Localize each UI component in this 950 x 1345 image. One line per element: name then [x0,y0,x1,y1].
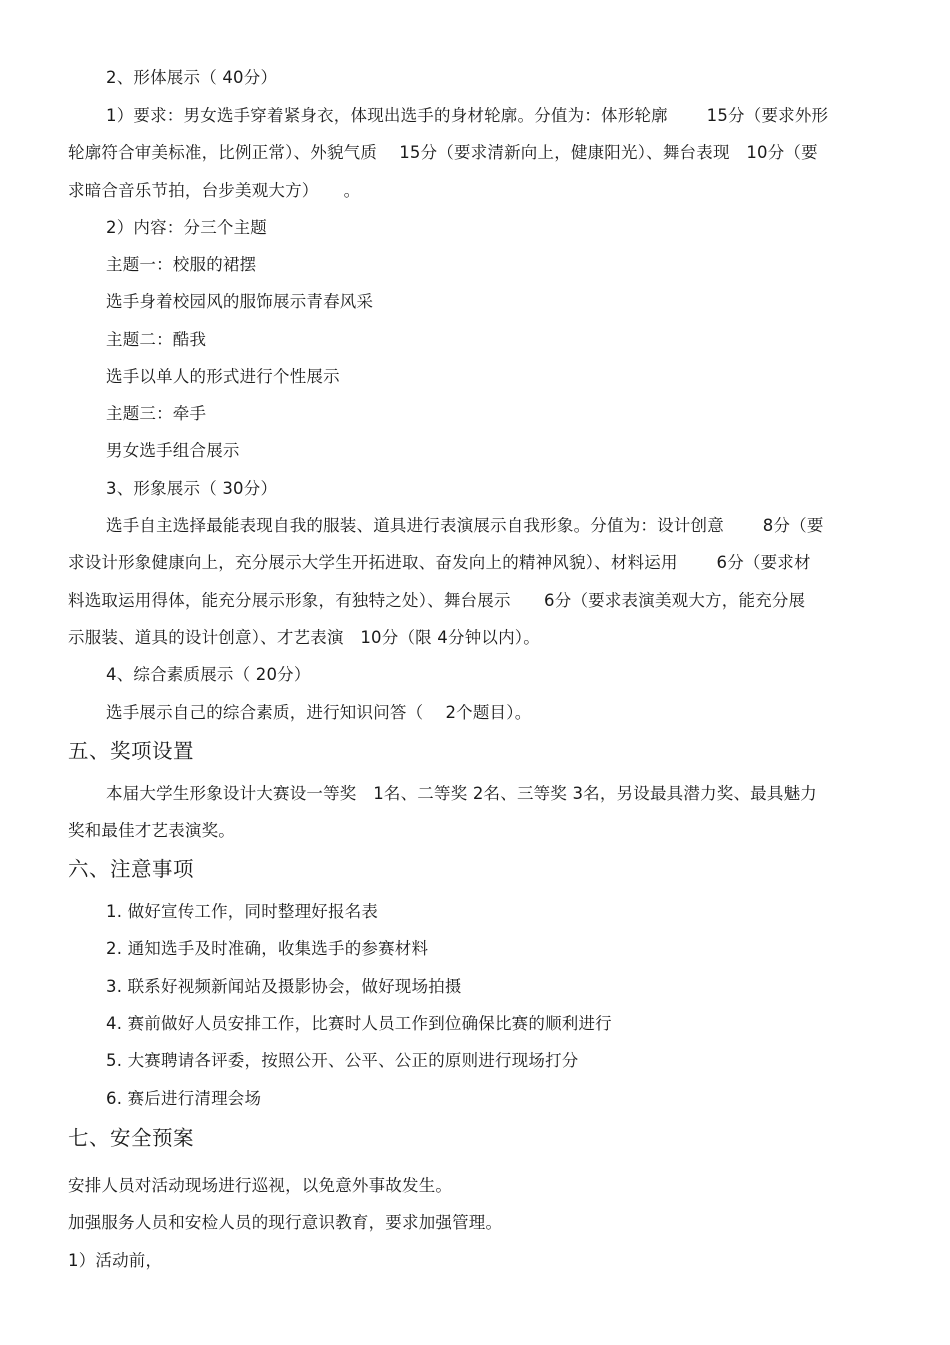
list-item: 5. 大赛聘请各评委，按照公开、公平、公正的原则进行现场打分 [106,1051,579,1070]
theme-desc: 选手以单人的形式进行个性展示 [106,367,340,386]
paragraph-line: 1）活动前， [68,1251,163,1270]
section-title-image-display: 3、形象展示（ 30分） [106,479,278,498]
theme-title: 主题一：校服的裙摆 [106,255,257,274]
heading-awards: 五、奖项设置 [68,739,194,763]
theme-desc: 男女选手组合展示 [106,441,240,460]
theme-title: 主题三：牵手 [106,404,207,423]
paragraph-line: 本届大学生形象设计大赛设一等奖 1名、二等奖 2名、三等奖 3名，另设最具潜力奖、最具魅力 [106,784,817,803]
paragraph-line: 安排人员对活动现场进行巡视，以免意外事故发生。 [68,1176,453,1195]
theme-desc: 选手身着校园风的服饰展示青春风采 [106,292,374,311]
paragraph-line: 求设计形象健康向上，充分展示大学生开拓进取、奋发向上的精神风貌）、材料运用 6分（要求材 [68,553,811,572]
list-item: 1. 做好宣传工作，同时整理好报名表 [106,902,379,921]
paragraph-line: 轮廓符合审美标准，比例正常）、外貌气质 15分（要求清新向上，健康阳光）、舞台表现 10分（要 [68,143,818,162]
paragraph-line: 选手展示自己的综合素质，进行知识问答（ 2个题目）。 [106,703,532,722]
paragraph-line: 1）要求：男女选手穿着紧身衣，体现出选手的身材轮廓。分值为：体形轮廓 15分（要求外形 [106,106,829,125]
paragraph-line: 奖和最佳才艺表演奖。 [68,821,235,840]
section-title-quality-display: 4、综合素质展示（ 20分） [106,665,311,684]
paragraph-line: 加强服务人员和安检人员的现行意识教育，要求加强管理。 [68,1213,503,1232]
paragraph-line: 选手自主选择最能表现自我的服装、道具进行表演展示自我形象。分值为：设计创意 8分（要 [106,516,824,535]
paragraph-line: 示服装、道具的设计创意）、才艺表演 10分（限 4分钟以内）。 [68,628,540,647]
heading-notes: 六、注意事项 [68,857,194,881]
content-title: 2）内容：分三个主题 [106,218,267,237]
theme-title: 主题二：酷我 [106,330,207,349]
paragraph-line: 求暗合音乐节拍，台步美观大方） 。 [68,181,361,200]
section-title-form-display: 2、形体展示（ 40分） [106,68,278,87]
list-item: 2. 通知选手及时准确，收集选手的参赛材料 [106,939,429,958]
list-item: 3. 联系好视频新闻站及摄影协会，做好现场拍摄 [106,977,462,996]
paragraph-line: 料选取运用得体，能充分展示形象，有独特之处）、舞台展示 6分（要求表演美观大方，能充分展 [68,591,806,610]
list-item: 6. 赛后进行清理会场 [106,1089,262,1108]
list-item: 4. 赛前做好人员安排工作，比赛时人员工作到位确保比赛的顺利进行 [106,1014,612,1033]
heading-safety: 七、安全预案 [68,1126,194,1150]
